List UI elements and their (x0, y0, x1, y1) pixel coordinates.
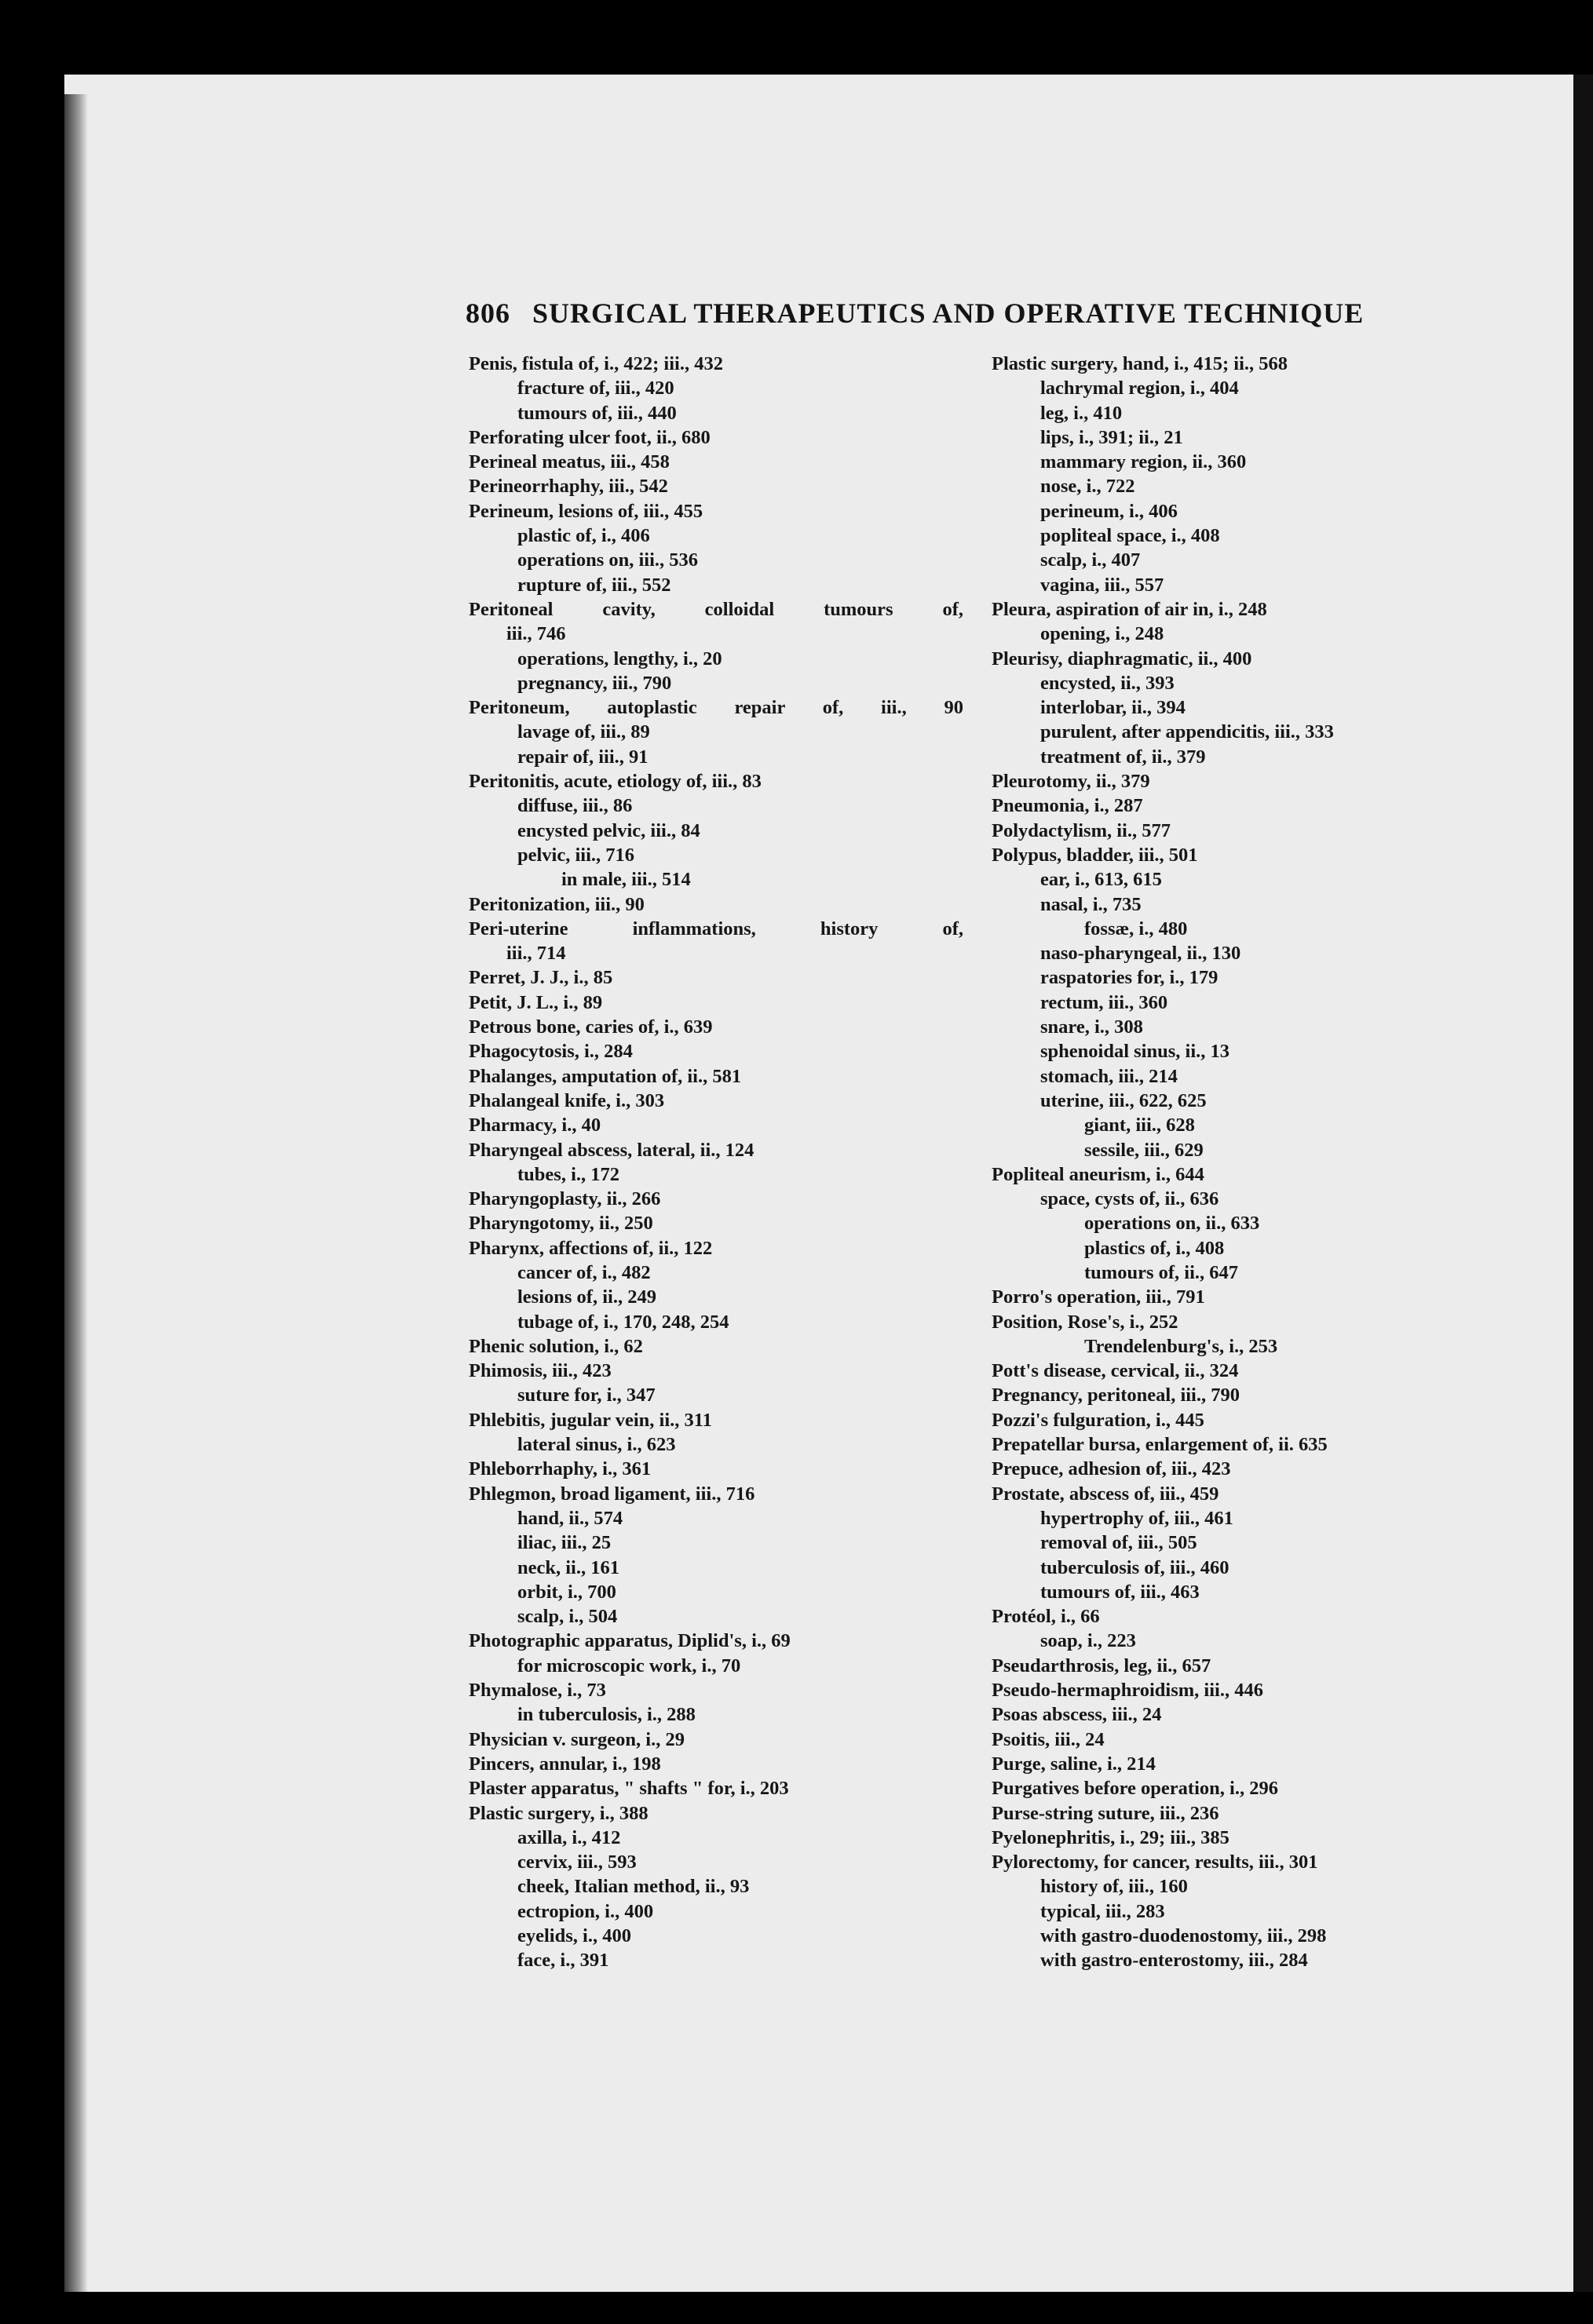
index-entry: Perret, J. J., i., 85 (469, 967, 613, 989)
index-subentry: opening, i., 248 (1040, 623, 1164, 645)
index-entry: Peritoneum, autoplastic repair of, iii., 90 (469, 697, 963, 719)
index-subentry: diffuse, iii., 86 (517, 795, 633, 817)
index-subentry: lips, i., 391; ii., 21 (1040, 426, 1183, 448)
index-subentry: operations on, iii., 536 (517, 549, 699, 571)
page-binding-shadow (64, 94, 88, 2292)
index-subentry: perineum, i., 406 (1040, 500, 1178, 522)
index-entry: Pott's disease, cervical, ii., 324 (992, 1360, 1239, 1382)
index-entry: Perineal meatus, iii., 458 (469, 451, 670, 473)
index-entry: Popliteal aneurism, i., 644 (992, 1163, 1204, 1185)
index-subentry: giant, iii., 628 (1084, 1115, 1195, 1136)
index-subentry: sphenoidal sinus, ii., 13 (1040, 1041, 1230, 1063)
index-entry: Pharyngoplasty, ii., 266 (469, 1188, 661, 1210)
index-subentry: history of, iii., 160 (1040, 1876, 1188, 1898)
index-entry: Phalanges, amputation of, ii., 581 (469, 1065, 742, 1087)
index-subentry: stomach, iii., 214 (1040, 1065, 1178, 1087)
index-subentry: space, cysts of, ii., 636 (1040, 1188, 1219, 1210)
running-title: SURGICAL THERAPEUTICS AND OPERATIVE TECHNIQUE (532, 297, 1365, 329)
index-subentry: nasal, i., 735 (1040, 893, 1142, 915)
index-subentry: rectum, iii., 360 (1040, 991, 1168, 1013)
index-subentry: fracture of, iii., 420 (517, 378, 674, 399)
index-entry: Phalangeal knife, i., 303 (469, 1089, 665, 1111)
index-entry: Physician v. surgeon, i., 29 (469, 1728, 685, 1750)
index-column-left (469, 352, 963, 1973)
index-entry: Penis, fistula of, i., 422; iii., 432 (469, 353, 723, 374)
index-subentry: scalp, i., 504 (517, 1606, 618, 1628)
index-entry: Prepuce, adhesion of, iii., 423 (992, 1458, 1231, 1480)
index-entry: Polypus, bladder, iii., 501 (992, 844, 1198, 866)
index-subentry: interlobar, ii., 394 (1040, 697, 1186, 719)
index-subentry: orbit, i., 700 (517, 1581, 616, 1603)
index-entry: Photographic apparatus, Diplid's, i., 69 (469, 1630, 791, 1652)
index-entry: Purse-string suture, iii., 236 (992, 1802, 1219, 1824)
index-subentry: with gastro-duodenostomy, iii., 298 (1040, 1925, 1327, 1946)
index-entry: Pseudo-hermaphroidism, iii., 446 (992, 1680, 1263, 1702)
index-subentry: rupture of, iii., 552 (517, 574, 671, 596)
index-entry: Position, Rose's, i., 252 (992, 1311, 1178, 1333)
index-entry: Polydactylism, ii., 577 (992, 819, 1171, 841)
index-subentry: cancer of, i., 482 (517, 1261, 651, 1283)
index-subentry: in tuberculosis, i., 288 (517, 1704, 696, 1726)
index-entry: Pseudarthrosis, leg, ii., 657 (992, 1655, 1211, 1676)
index-subentry: tubes, i., 172 (517, 1163, 620, 1185)
index-subentry: cheek, Italian method, ii., 93 (517, 1876, 750, 1898)
index-subentry: lateral sinus, i., 623 (517, 1434, 676, 1456)
index-entry: Perineorrhaphy, iii., 542 (469, 476, 668, 498)
index-entry: Pharynx, affections of, ii., 122 (469, 1237, 713, 1259)
index-subentry: removal of, iii., 505 (1040, 1532, 1197, 1554)
index-subentry: scalp, i., 407 (1040, 549, 1141, 571)
index-entry: Purge, saline, i., 214 (992, 1753, 1156, 1775)
index-subentry: tubage of, i., 170, 248, 254 (517, 1311, 729, 1333)
index-entry: Pylorectomy, for cancer, results, iii., 301 (992, 1852, 1318, 1873)
index-subentry: Trendelenburg's, i., 253 (1084, 1335, 1278, 1357)
running-header (466, 297, 1392, 330)
index-entry: Perineum, lesions of, iii., 455 (469, 500, 703, 522)
index-subentry: suture for, i., 347 (517, 1385, 656, 1406)
index-entry: Phleborrhaphy, i., 361 (469, 1458, 652, 1480)
index-entry: Plastic surgery, i., 388 (469, 1802, 649, 1824)
index-subentry: ear, i., 613, 615 (1040, 869, 1162, 891)
index-subentry: sessile, iii., 629 (1084, 1139, 1204, 1161)
index-subentry: repair of, iii., 91 (517, 746, 649, 768)
index-subentry: in male, iii., 514 (561, 869, 691, 891)
index-subentry: vagina, iii., 557 (1040, 574, 1164, 596)
index-entry: Prostate, abscess of, iii., 459 (992, 1483, 1219, 1505)
index-subentry: iliac, iii., 25 (517, 1532, 612, 1554)
index-subentry: neck, ii., 161 (517, 1556, 619, 1578)
index-subentry: pregnancy, iii., 790 (517, 672, 672, 694)
index-entry: Pozzi's fulguration, i., 445 (992, 1409, 1204, 1431)
index-subentry: raspatories for, i., 179 (1040, 967, 1218, 989)
index-subentry: mammary region, ii., 360 (1040, 451, 1247, 473)
index-entry: Petrous bone, caries of, i., 639 (469, 1016, 713, 1038)
index-entry: Phlegmon, broad ligament, iii., 716 (469, 1483, 755, 1505)
index-subentry: naso-pharyngeal, ii., 130 (1040, 943, 1241, 965)
index-subentry: pelvic, iii., 716 (517, 844, 635, 866)
index-subentry: encysted, ii., 393 (1040, 672, 1175, 694)
index-subentry: face, i., 391 (517, 1950, 609, 1972)
index-entry: Plaster apparatus, " shafts " for, i., 203 (469, 1778, 789, 1800)
index-subentry: eyelids, i., 400 (517, 1925, 631, 1946)
index-subentry: soap, i., 223 (1040, 1630, 1136, 1652)
index-entry: Purgatives before operation, i., 296 (992, 1778, 1278, 1800)
index-subentry: plastic of, i., 406 (517, 525, 650, 547)
index-entry: Phlebitis, jugular vein, ii., 311 (469, 1409, 712, 1431)
index-subentry: hand, ii., 574 (517, 1507, 623, 1529)
index-entry: Perforating ulcer foot, ii., 680 (469, 426, 711, 448)
index-subentry: lavage of, iii., 89 (517, 721, 650, 743)
index-subentry: axilla, i., 412 (517, 1826, 621, 1848)
index-subentry: uterine, iii., 622, 625 (1040, 1089, 1207, 1111)
index-entry: Peritonitis, acute, etiology of, iii., 83 (469, 771, 762, 793)
index-subentry: ectropion, i., 400 (517, 1900, 654, 1922)
index-subentry: fossæ, i., 480 (1084, 918, 1188, 939)
index-subentry: popliteal space, i., 408 (1040, 525, 1220, 547)
index-subentry: lesions of, ii., 249 (517, 1286, 656, 1308)
index-entry: Phymalose, i., 73 (469, 1680, 606, 1702)
index-entry: Pleurotomy, ii., 379 (992, 771, 1150, 793)
index-subentry: encysted pelvic, iii., 84 (517, 819, 700, 841)
index-subentry: tumours of, iii., 440 (517, 402, 677, 424)
index-entry: Peritoneal cavity, colloidal tumours of, (469, 598, 963, 620)
index-entry: Pneumonia, i., 287 (992, 795, 1143, 817)
index-subentry: plastics of, i., 408 (1084, 1237, 1225, 1259)
index-subentry: tumours of, iii., 463 (1040, 1581, 1200, 1603)
index-subentry: for microscopic work, i., 70 (517, 1655, 741, 1676)
index-subentry: iii., 746 (506, 623, 566, 645)
index-entry: Psoas abscess, iii., 24 (992, 1704, 1162, 1726)
index-entry: Pleura, aspiration of air in, i., 248 (992, 598, 1267, 620)
index-entry: Phagocytosis, i., 284 (469, 1041, 633, 1063)
index-entry: Phimosis, iii., 423 (469, 1360, 612, 1382)
index-entry: Pharyngeal abscess, lateral, ii., 124 (469, 1139, 754, 1161)
index-subentry: hypertrophy of, iii., 461 (1040, 1507, 1233, 1529)
index-entry: Pregnancy, peritoneal, iii., 790 (992, 1385, 1240, 1406)
index-entry: Pleurisy, diaphragmatic, ii., 400 (992, 648, 1252, 669)
index-entry: Plastic surgery, hand, i., 415; ii., 568 (992, 353, 1288, 374)
index-subentry: operations on, ii., 633 (1084, 1213, 1260, 1235)
index-entry: Peritonization, iii., 90 (469, 893, 645, 915)
index-column-right (992, 352, 1478, 1973)
index-entry: Petit, J. L., i., 89 (469, 991, 603, 1013)
index-subentry: lachrymal region, i., 404 (1040, 378, 1239, 399)
index-subentry: snare, i., 308 (1040, 1016, 1143, 1038)
index-entry: Protéol, i., 66 (992, 1606, 1100, 1628)
index-subentry: leg, i., 410 (1040, 402, 1123, 424)
index-subentry: treatment of, ii., 379 (1040, 746, 1206, 768)
index-entry: Pincers, annular, i., 198 (469, 1753, 661, 1775)
index-entry: Pharmacy, i., 40 (469, 1115, 601, 1136)
page-number: 806 (466, 297, 510, 329)
index-entry: Prepatellar bursa, enlargement of, ii. 635 (992, 1434, 1328, 1456)
index-entry: Phenic solution, i., 62 (469, 1335, 643, 1357)
index-subentry: typical, iii., 283 (1040, 1900, 1165, 1922)
index-entry: Porro's operation, iii., 791 (992, 1286, 1205, 1308)
index-entry: Pharyngotomy, ii., 250 (469, 1213, 653, 1235)
index-subentry: nose, i., 722 (1040, 476, 1135, 498)
index-subentry: cervix, iii., 593 (517, 1852, 637, 1873)
index-subentry: iii., 714 (506, 943, 566, 965)
index-entry: Peri-uterine inflammations, history of, (469, 918, 963, 939)
index-subentry: with gastro-enterostomy, iii., 284 (1040, 1950, 1308, 1972)
index-entry: Psoitis, iii., 24 (992, 1728, 1105, 1750)
index-subentry: operations, lengthy, i., 20 (517, 648, 722, 669)
index-subentry: purulent, after appendicitis, iii., 333 (1040, 721, 1334, 743)
page-edge-right (1573, 75, 1593, 2292)
index-entry: Pyelonephritis, i., 29; iii., 385 (992, 1826, 1229, 1848)
index-subentry: tuberculosis of, iii., 460 (1040, 1556, 1229, 1578)
index-subentry: tumours of, ii., 647 (1084, 1261, 1238, 1283)
